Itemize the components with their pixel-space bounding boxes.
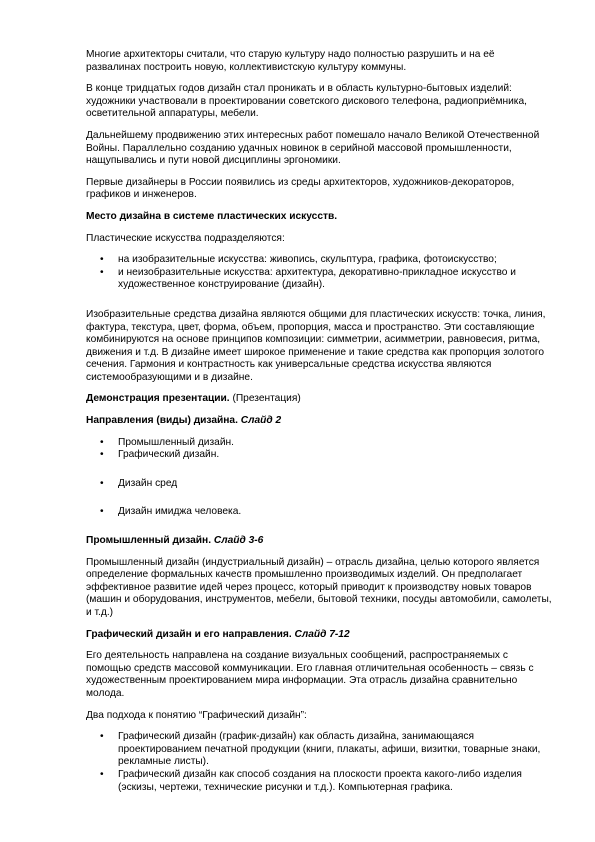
list-item: • Графический дизайн (график-дизайн) как область дизайна, занимающаяся проектированием печатной продукции (книги, плакаты, афиши, визитки, товарные знаки, рекламные листы). — [100, 731, 541, 768]
bullet-icon: • — [100, 449, 104, 461]
bullet-icon: • — [100, 477, 104, 489]
bullet-icon: • — [100, 506, 104, 518]
paragraph: Пластические искусства подразделяются: — [86, 232, 285, 244]
list-item: • Дизайн имиджа человека. — [100, 506, 242, 518]
demo-line: Демонстрация презентации. (Презентация) — [86, 393, 301, 405]
section-heading: Место дизайна в системе пластических искусств. — [86, 210, 338, 222]
bullet-icon: • — [100, 266, 104, 278]
bullet-list — [86, 254, 552, 292]
list-item: • Промышленный дизайн. — [100, 436, 234, 448]
paragraph: Многие архитекторы считали, что старую культуру надо полностью разрушить и на её развалинах построить новую, коллективистскую культуру коммуны. — [86, 49, 495, 73]
paragraph: В конце тридцатых годов дизайн стал проникать и в область культурно-бытовых изделий: художники участвовали в проектировании советского дискового телефона, радиоприёмника, осветительной аппаратуры, мебели. — [86, 83, 527, 120]
bullet-icon: • — [100, 254, 104, 266]
list-item: • и неизобразительные искусства: архитектура, декоративно-прикладное искусство и художественное конструирование (дизайн). — [100, 266, 516, 291]
paragraph: Изобразительные средства дизайна являются общими для пластических искусств: точка, линия, фактура, текстура, цвет, форма, объем, пропорция, масса и пространство. Эти составляющие комбинируются на основе принципов композиции: симметрии, асимметрии, равновесия, ритма, движения и т.д. В дизайне имеет широкое применение и такие средства как пропорция золотого сечения. Гармония и контрастность как универсальные средства искусства являются системообразующими и в дизайне. — [86, 308, 546, 383]
list-item: • Графический дизайн как способ создания на плоскости проекта какого-либо изделия (эскизы, чертежи, технические рисунки и т.д.). Компьютерная графика. — [100, 768, 522, 793]
bullet-icon: • — [100, 436, 104, 448]
bullet-list — [86, 437, 552, 519]
paragraph: Дальнейшему продвижению этих интересных работ помешало начало Великой Отечественной Войны. Параллельно созданию удачных новинок в серийной массовой промышленности, нащупывались и пути новой дисциплины эргономики. — [86, 129, 540, 167]
bullet-list — [86, 731, 552, 794]
section-heading: Направления (виды) дизайна. Слайд 2 — [86, 415, 282, 427]
paragraph: Два подхода к понятию “Графический дизайн”: — [86, 709, 307, 721]
paragraph: Его деятельность направлена на создание визуальных сообщений, распространяемых с помощью средств массовой коммуникации. Его главная отличительная особенность – связь с художественным проектированием мира информации. Эта отрасль дизайна сравнительно молода. — [86, 650, 534, 699]
list-item: • Графический дизайн. — [100, 449, 220, 461]
paragraph: Промышленный дизайн (индустриальный дизайн) – отрасль дизайна, целью которого является определение формальных качеств промышленно производимых изделий. Он предполагает эффективное развитие идей через процесс, который приводит к производству новых товаров (машин и оборудования, инструментов, мебели, бытовой техники, посуды автомобили, самолеты, и т.д.) — [86, 556, 552, 618]
section-heading: Промышленный дизайн. Слайд 3-6 — [86, 535, 264, 547]
paragraph: Первые дизайнеры в России появились из среды архитекторов, художников-декораторов, графиков и инженеров. — [86, 176, 515, 201]
list-item: • на изобразительные искусства: живопись, скульптура, графика, фотоискусство; — [100, 254, 497, 266]
section-heading: Графический дизайн и его направления. Слайд 7-12 — [86, 628, 350, 640]
document-page — [86, 49, 552, 803]
bullet-icon: • — [100, 768, 104, 780]
list-item: • Дизайн сред — [100, 477, 178, 489]
bullet-icon: • — [100, 731, 104, 743]
